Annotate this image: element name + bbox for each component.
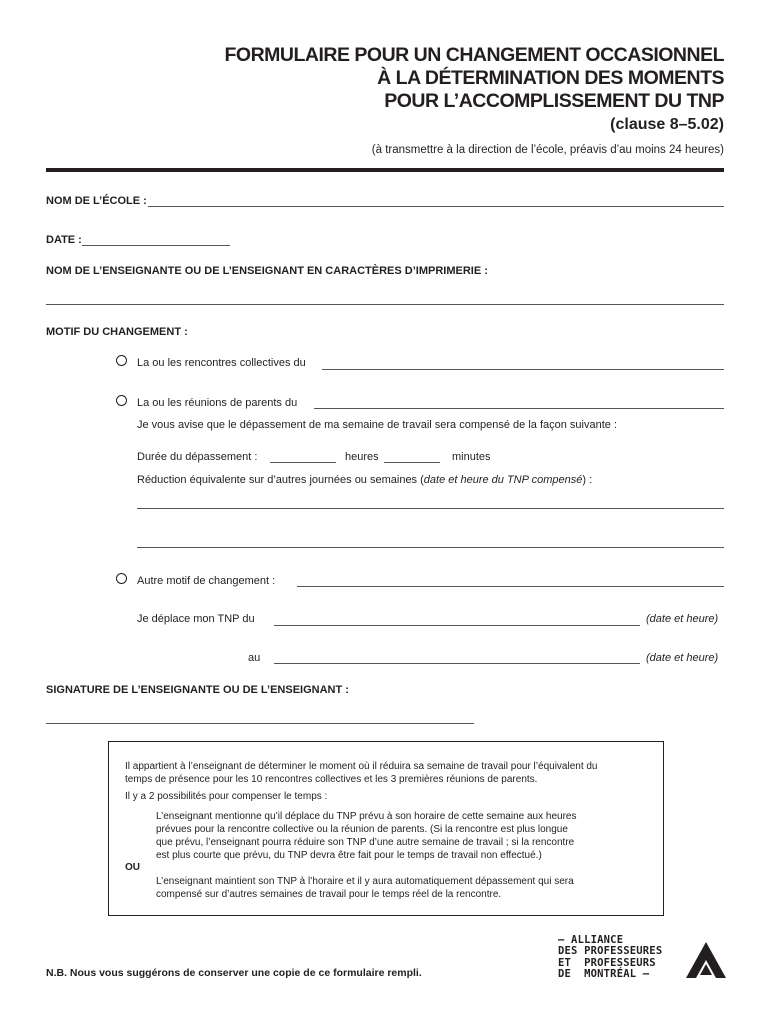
info-paragraph-1: Il appartient à l’enseignant de déterminer le moment où il réduira sa semaine de travail pour l’équivalent du temps de présence pour les 10 rencontres collectives et les 3 premières réunions de parents. [125, 761, 598, 785]
option-collective-meetings-label: La ou les rencontres collectives du [137, 357, 306, 369]
move-to-label: au [248, 652, 261, 664]
teacher-name-label: NOM DE L’ENSEIGNANTE OU DE L’ENSEIGNANT EN CARACTÈRES D’IMPRIMERIE : [46, 265, 488, 277]
option-parent-meetings-label: La ou les réunions de parents du [137, 397, 298, 409]
signature-label: SIGNATURE DE L’ENSEIGNANTE OU DE L’ENSEIGNANT : [46, 684, 349, 696]
date-field[interactable] [82, 245, 230, 246]
option-collective-meetings-radio[interactable] [116, 355, 127, 366]
signature-field[interactable] [46, 723, 474, 724]
date-label: DATE : [46, 234, 82, 246]
footer-note: N.B. Nous vous suggérons de conserver une copie de ce formulaire rempli. [46, 967, 422, 979]
teacher-name-field[interactable] [46, 304, 724, 305]
reduction-field-line-2[interactable] [137, 547, 724, 548]
reduction-field-line-1[interactable] [137, 508, 724, 509]
move-to-field[interactable] [274, 663, 640, 664]
header-divider [46, 168, 724, 172]
transmission-note: (à transmettre à la direction de l’école, préavis d’au moins 24 heures) [371, 144, 724, 156]
clause-reference: (clause 8–5.02) [610, 116, 724, 133]
option-other-reason-radio[interactable] [116, 573, 127, 584]
info-option-a: L’enseignant mentionne qu’il déplace du TNP prévu à son horaire de cette semaine aux heures prévues pour la rencontre collective ou la réunion de parents. (Si la rencontre est plus longue que prévu, l’enseignant pourra réduire son TNP d’une autre semaine de travail ; si la rencontre est plus courte que prévu, du TNP devra être fait pour le temps de travail non effectué.) [156, 811, 577, 861]
parent-meetings-date-field[interactable] [314, 408, 724, 409]
reduction-label: Réduction équivalente sur d’autres journées ou semaines (date et heure du TNP compensé) : [137, 474, 593, 486]
move-to-datetime-hint: (date et heure) [646, 652, 719, 664]
option-other-reason-label: Autre motif de changement : [137, 575, 276, 587]
school-name-label: NOM DE L’ÉCOLE : [46, 195, 147, 207]
school-name-field[interactable] [148, 206, 724, 207]
hours-label: heures [345, 451, 379, 463]
move-from-datetime-hint: (date et heure) [646, 613, 719, 625]
other-reason-field[interactable] [297, 586, 724, 587]
move-from-label: Je déplace mon TNP du [137, 613, 255, 625]
collective-meetings-date-field[interactable] [322, 369, 724, 370]
motif-label: MOTIF DU CHANGEMENT : [46, 326, 188, 338]
duration-minutes-field[interactable] [384, 462, 440, 463]
alliance-logo-icon [686, 942, 726, 978]
move-from-field[interactable] [274, 625, 640, 626]
minutes-label: minutes [452, 451, 491, 463]
info-box [108, 741, 664, 916]
alliance-logo-text: — ALLIANCE DES PROFESSEURES ET PROFESSEURS DE MONTRÉAL — [558, 934, 663, 980]
info-paragraph-2: Il y a 2 possibilités pour compenser le temps : [125, 791, 328, 802]
duration-hours-field[interactable] [270, 462, 336, 463]
option-parent-meetings-radio[interactable] [116, 395, 127, 406]
info-or: OU [125, 862, 140, 873]
info-option-b: L’enseignant maintient son TNP à l’horaire et il y aura automatiquement dépassement qui sera compensé sur d’autres semaines de travail pour le temps réel de la rencontre. [156, 876, 574, 900]
duration-label: Durée du dépassement : [137, 451, 258, 463]
form-title: FORMULAIRE POUR UN CHANGEMENT OCCASIONNEL À LA DÉTERMINATION DES MOMENTS POUR L’ACCOMPLISSEMENT DU TNP [224, 44, 724, 112]
compensation-notice: Je vous avise que le dépassement de ma semaine de travail sera compensé de la façon suivante : [137, 419, 617, 431]
